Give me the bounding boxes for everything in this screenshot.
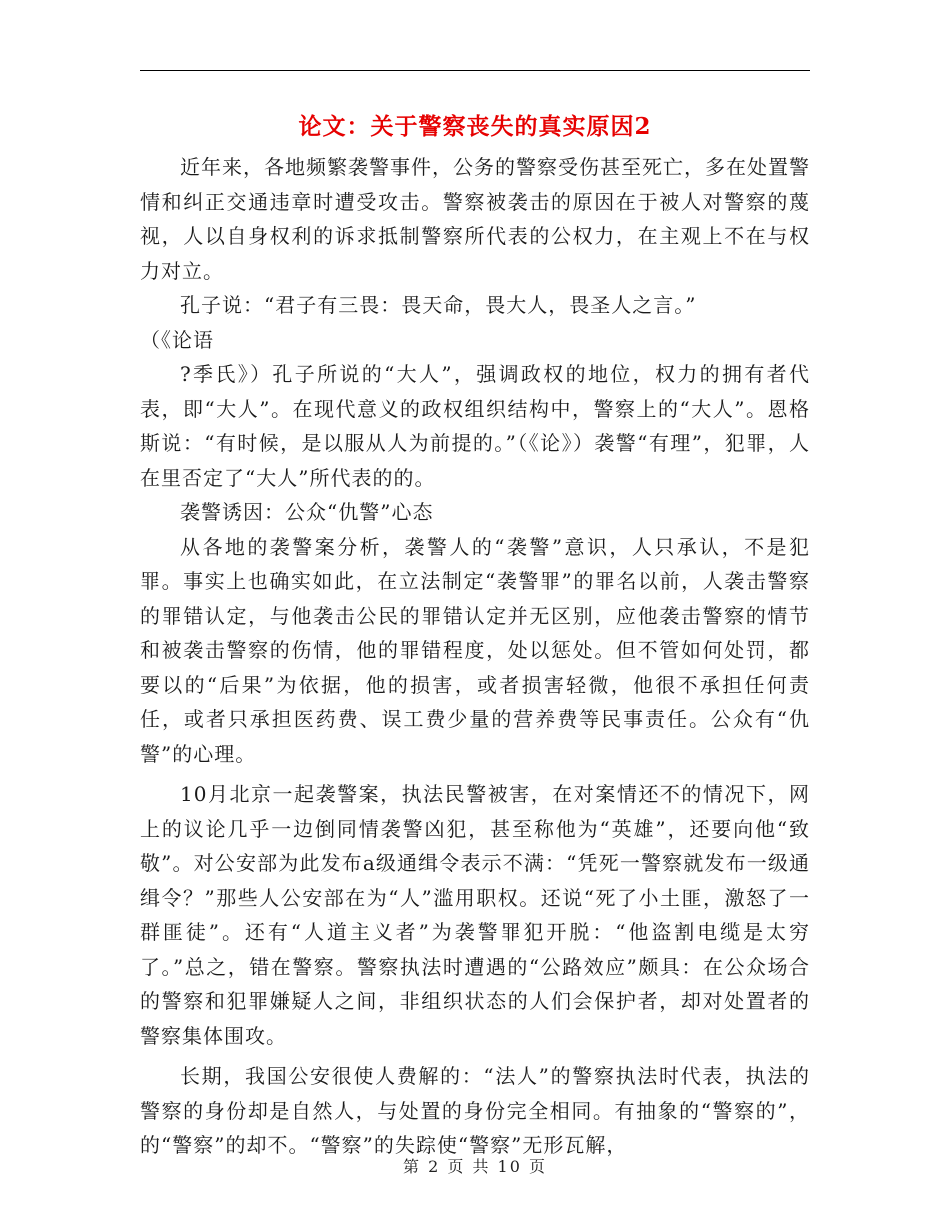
document-title: 论文：关于警察丧失的真实原因2	[298, 113, 652, 140]
paragraph-4: ?季氏》）孔子所说的“大人”，强调政权的地位，权力的拥有者代表，即“大人”。在现代意义的政权组织结构中，警察上的“大人”。恩格斯说：“有时候，是以服从人为前提的。”（《论》）袭警“有理”，犯罪，人在里否定了“大人”所代表的的。	[140, 362, 810, 490]
page-number: 第 2 页 共 10 页	[403, 1157, 547, 1176]
paragraph-5: 从各地的袭警案分析，袭警人的“袭警”意识，人只承认，不是犯罪。事实上也确实如此，在立法制定“袭警罪”的罪名以前，人袭击警察的罪错认定，与他袭击公民的罪错认定并无区别，应他袭击警察的情节和被袭击警察的伤情，他的罪错程度，处以惩处。但不管如何处罚，都要以的“后果”为依据，他的损害，或者损害轻微，他很不承担任何责任，或者只承担医药费、误工费少量的营养费等民事责任。公众有“仇警”的心理。	[140, 534, 810, 766]
paragraph-3: （《论语	[140, 327, 214, 352]
paragraph-2: 孔子说：“君子有三畏：畏天命，畏大人，畏圣人之言。”	[180, 293, 697, 317]
paragraph-7: 长期，我国公安很使人费解的：“法人”的警察执法时代表，执法的警察的身份却是自然人，与处置的身份完全相同。有抽象的“警察的”，的“警察”的却不。“警察”的失踪使“警察”无形瓦解，	[140, 1064, 810, 1157]
paragraph-6: 10月北京一起袭警案，执法民警被害，在对案情还不的情况下，网上的议论几乎一边倒同情袭警凶犯，甚至称他为“英雄”，还要向他“致敬”。对公安部为此发布a级通缉令表示不满：“凭死一警察就发布一级通缉令？”那些人公安部在为“人”滥用职权。还说“死了小土匪，激怒了一群匪徒”。还有“人道主义者”为袭警罪犯开脱：“他盗割电缆是太穷了。”总之，错在警察。警察执法时遭遇的“公路效应”颇具：在公众场合的警察和犯罪嫌疑人之间，非组织状态的人们会保护者，却对处置者的警察集体围攻。	[140, 782, 810, 1048]
document-body	[140, 150, 810, 1163]
header-rule	[140, 70, 810, 71]
section-heading: 袭警诱因：公众“仇警”心态	[180, 500, 434, 524]
paragraph-1: 近年来，各地频繁袭警事件，公务的警察受伤甚至死亡，多在处置警情和纠正交通违章时遭受攻击。警察被袭击的原因在于被人对警察的蔑视，人以自身权利的诉求抵制警察所代表的公权力，在主观上不在与权力对立。	[140, 155, 810, 283]
